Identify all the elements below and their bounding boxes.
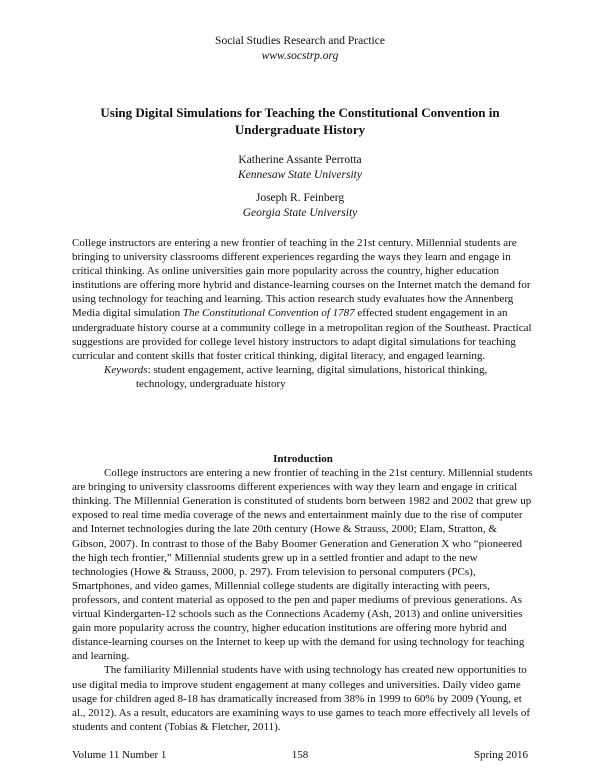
keywords [104, 363, 534, 391]
author-block [0, 153, 600, 221]
introduction-section [72, 452, 534, 734]
section-heading: Introduction [273, 453, 333, 465]
author-name: Joseph R. Feinberg [255, 192, 345, 204]
journal-header [0, 34, 600, 64]
journal-url: www.socstrp.org [261, 50, 339, 62]
keywords-list: : student engagement, active learning, digital simulations, historical thinking, [147, 363, 488, 376]
volume-number: Volume 11 Number 1 [72, 749, 167, 761]
abstract-text: College instructors are entering a new frontier of teaching in the 21st century. Millennial students are bringing to university classrooms different experiences regarding the ways they learn and engage in critical thinking. As online universities gain more popularity across the country, higher education institutions are offering more hybrid and distance-learning courses on the Internet match the demand for using technology for teaching and learning. This action research study evaluates how the Annenberg Media digital simulation The Constitutional Convention of 1787 effected student engagement in an undergraduate history course at a community college in a metropolitan region of the Southeast. Practical suggestions are provided for college level history instructors to adapt digital simulations for teaching curricular and content skills that foster critical thinking, digital literacy, and engaged learning. [72, 237, 532, 362]
author-name: Katherine Assante Perrotta [238, 154, 362, 166]
author-affiliation: Georgia State University [242, 207, 358, 219]
body-paragraph: The familiarity Millennial students have with using technology has created new opportunities to use digital media to improve student engagement at many colleges and universities. Daily video game usage for children aged 8-18 has dramatically increased from 38% in 1999 to 60% by 2009 (Young, et al., 2012). As a result, educators are examining ways to use games to teach more effectively all levels of students and content (Tobias & Fletcher, 2011). [72, 664, 530, 733]
page-number: 158 [291, 749, 309, 761]
keywords-label: Keywords [104, 363, 148, 376]
keywords-list-continued: technology, undergraduate history [136, 377, 286, 390]
work-title: The Constitutional Convention of 1787 [182, 307, 355, 320]
issue-date: Spring 2016 [473, 749, 528, 761]
paper-title: Using Digital Simulations for Teaching the Constitutional Convention in Undergraduate History [100, 105, 500, 137]
author-affiliation: Kennesaw State University [238, 169, 362, 181]
journal-name: Social Studies Research and Practice [215, 35, 385, 47]
abstract [72, 236, 534, 391]
body-paragraph: College instructors are entering a new frontier of teaching in the 21st century. Millennial students are bringing to university classrooms different experiences with way they learn and engage in critical thinking. The Millennial Generation is constituted of students born between 1982 and 2002 that grew up exposed to real time media coverage of the news and entertainment mainly due to the rise of computer and Internet technologies during the late 20th century (Howe & Strauss, 2000; Elam, Stratton, & Gibson, 2007). In contrast to those of the Baby Boomer Generation and Generation X who “pioneered the high tech frontier,” Millennial students grew up in a settled frontier and adapt to the new technologies (Howe & Strauss, 2000, p. 297). From television to personal computers (PCs), Smartphones, and video games, Millennial college students are digitally interacting with peers, professors, and content material as opposed to the pen and paper mediums of previous generations. As virtual Kindergarten-12 schools such as the Connections Academy (Ash, 2013) and online universities gain more popularity across the country, higher education institutions are offering more hybrid and distance-learning courses on the Internet to keep up with the demand for using technology for teaching and learning. [72, 467, 533, 663]
